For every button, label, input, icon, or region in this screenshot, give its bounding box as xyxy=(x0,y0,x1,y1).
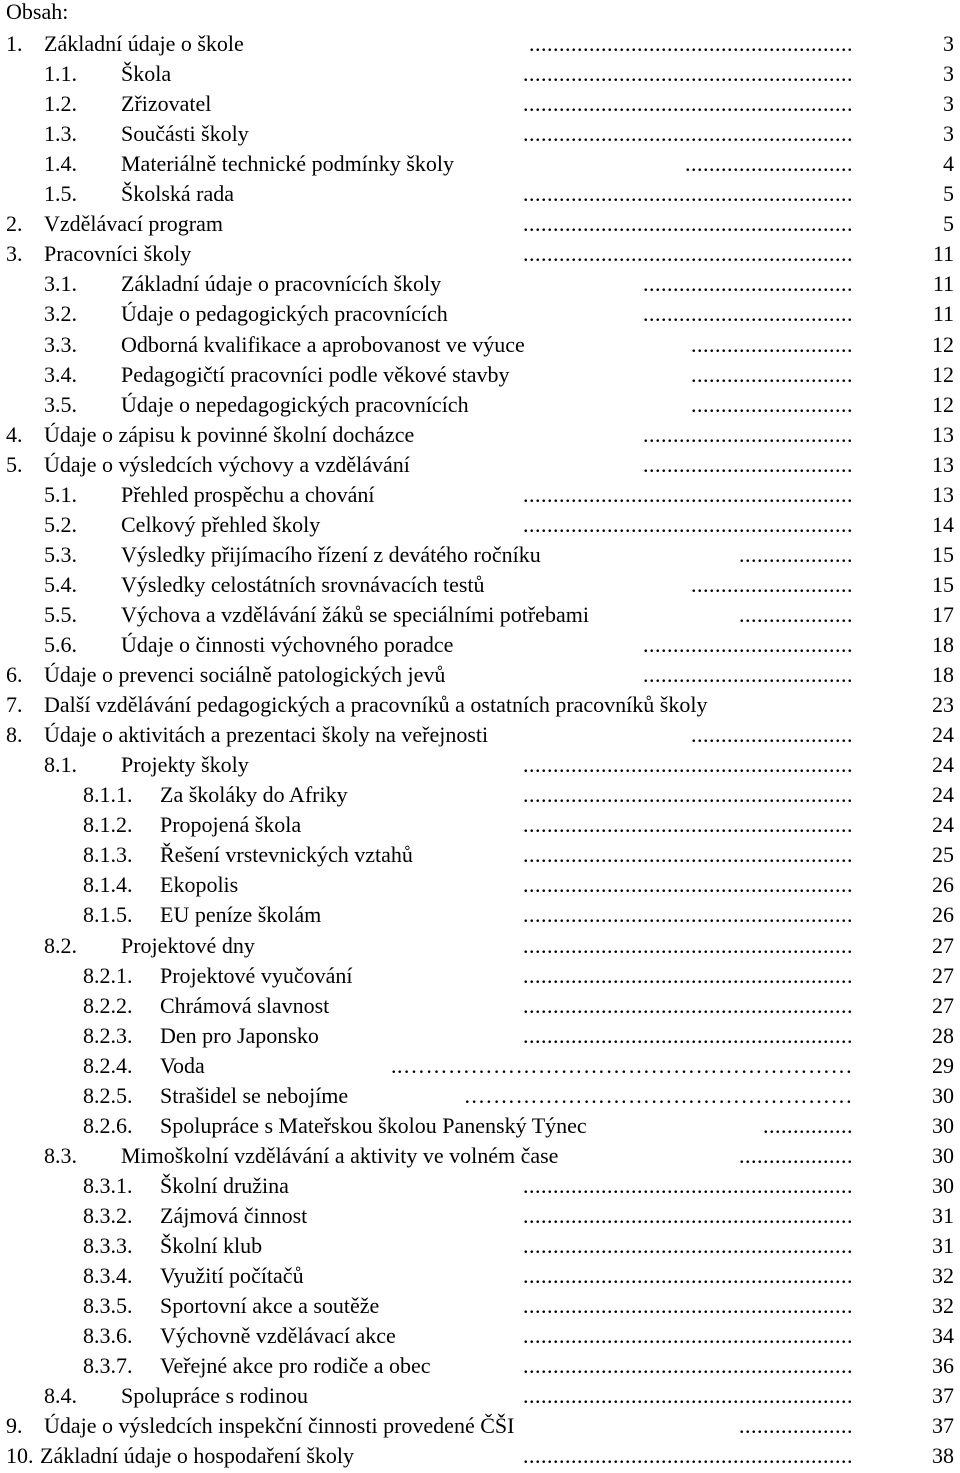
toc-entry-title: Základní údaje o pracovnících školy xyxy=(121,271,442,296)
toc-entry[interactable] xyxy=(0,332,960,362)
toc-entry-page: 5 xyxy=(943,211,954,236)
toc-entry-number: 8.2.5. xyxy=(83,1083,133,1108)
toc-entry-page: 13 xyxy=(932,452,954,477)
toc-entry-leader: ........................... xyxy=(691,572,853,597)
toc-entry-title: Veřejné akce pro rodiče a obec xyxy=(160,1353,431,1378)
toc-entry[interactable] xyxy=(0,512,960,542)
toc-entry-page: 34 xyxy=(932,1323,954,1348)
toc-entry-page: 24 xyxy=(932,812,954,837)
toc-entry-leader: ............................ xyxy=(685,151,853,176)
toc-entry-title: Odborná kvalifikace a aprobovanost ve výuce xyxy=(121,332,525,357)
toc-entry-title: Další vzdělávání pedagogických a pracovníků a ostatních pracovníků školy xyxy=(44,692,708,717)
toc-entry-title: Výsledky celostátních srovnávacích testů xyxy=(121,572,485,597)
toc-entry-leader: ....................................................... xyxy=(523,1023,853,1048)
toc-entry-leader: ................................... xyxy=(643,422,853,447)
toc-entry-leader: ....................................................... xyxy=(523,1383,853,1408)
toc-entry-leader: ........................... xyxy=(691,392,853,417)
toc-entry-title: Výchovně vzdělávací akce xyxy=(160,1323,396,1348)
toc-entry-title: Projektové dny xyxy=(121,933,255,958)
toc-entry[interactable] xyxy=(0,211,960,241)
toc-entry[interactable] xyxy=(0,842,960,872)
toc-entry-leader: ................... xyxy=(739,542,853,567)
toc-entry-number: 3.3. xyxy=(44,332,77,357)
toc-entry[interactable] xyxy=(0,692,960,722)
toc-entry-title: Strašidel se nebojíme xyxy=(160,1083,349,1108)
toc-entry-page: 27 xyxy=(932,993,954,1018)
toc-entry-title: Mimoškolní vzdělávání a aktivity ve volném čase xyxy=(121,1143,559,1168)
toc-entry-page: 37 xyxy=(932,1413,954,1438)
toc-entry-number: 8.1. xyxy=(44,752,77,777)
toc-entry[interactable] xyxy=(0,1113,960,1143)
toc-entry-title: Celkový přehled školy xyxy=(121,512,321,537)
toc-entry[interactable] xyxy=(0,1083,960,1113)
toc-entry[interactable] xyxy=(0,151,960,181)
toc-entry-number: 5.5. xyxy=(44,602,77,627)
toc-entry-leader: ....................................................... xyxy=(523,902,853,927)
toc-entry-number: 8.1.4. xyxy=(83,872,133,897)
toc-entry-title: Ekopolis xyxy=(160,872,239,897)
toc-entry[interactable] xyxy=(0,1383,960,1413)
toc-entry-page: 3 xyxy=(943,91,954,116)
toc-entry-title: Údaje o prevenci sociálně patologických jevů xyxy=(44,662,446,687)
toc-entry-leader: ................................... xyxy=(643,452,853,477)
toc-entry[interactable] xyxy=(0,181,960,211)
toc-entry[interactable] xyxy=(0,632,960,662)
toc-entry-leader: ....................................................... xyxy=(523,91,853,116)
toc-entry-leader: ....................................................... xyxy=(523,812,853,837)
toc-entry-leader: ....................................................... xyxy=(523,1203,853,1228)
toc-entry-title: Školní družina xyxy=(160,1173,289,1198)
toc-entry[interactable] xyxy=(0,1053,960,1083)
toc-entry-leader: ....................................................... xyxy=(523,61,853,86)
toc-entry[interactable] xyxy=(0,301,960,331)
toc-entry-number: 2. xyxy=(6,211,23,236)
toc-entry-number: 8.3.1. xyxy=(83,1173,133,1198)
toc-entry-number: 1. xyxy=(6,31,23,56)
toc-entry-page: 30 xyxy=(932,1113,954,1138)
toc-entry[interactable] xyxy=(0,121,960,151)
toc-entry-title: Spolupráce s Mateřskou školou Panenský Týnec xyxy=(160,1113,587,1138)
toc-entry-number: 8. xyxy=(6,722,23,747)
toc-entry-title: Údaje o výsledcích inspekční činnosti provedené ČŠI xyxy=(44,1413,515,1438)
toc-entry-page: 4 xyxy=(943,151,954,176)
toc-entry-title: Školní klub xyxy=(160,1233,263,1258)
toc-entry-page: 26 xyxy=(932,872,954,897)
toc-entry-title: Údaje o pedagogických pracovnících xyxy=(121,301,448,326)
toc-entry-page: 14 xyxy=(932,512,954,537)
toc-entry[interactable] xyxy=(0,1023,960,1053)
toc-entry-number: 1.4. xyxy=(44,151,77,176)
toc-entry-leader: ................................... xyxy=(643,271,853,296)
toc-entry-title: Údaje o nepedagogických pracovnících xyxy=(121,392,469,417)
toc-entry[interactable] xyxy=(0,902,960,932)
toc-entry-page: 17 xyxy=(932,602,954,627)
toc-entry-number: 8.2.4. xyxy=(83,1053,133,1078)
toc-entry-number: 5.1. xyxy=(44,482,77,507)
toc-entry-number: 8.2.6. xyxy=(83,1113,133,1138)
toc-entry-page: 12 xyxy=(932,392,954,417)
toc-entry[interactable] xyxy=(0,61,960,91)
toc-entry-page: 15 xyxy=(932,542,954,567)
toc-entry-leader: ....................................................... xyxy=(523,512,853,537)
toc-entry-leader: …………………………………………………….. xyxy=(391,1053,853,1078)
toc-entry-page: 30 xyxy=(932,1083,954,1108)
toc-entry-leader: ....................................................... xyxy=(523,782,853,807)
toc-entry-number: 8.1.1. xyxy=(83,782,133,807)
toc-entry-leader: ................................... xyxy=(643,632,853,657)
toc-entry-title: Chrámová slavnost xyxy=(160,993,330,1018)
toc-entry-page: 27 xyxy=(932,933,954,958)
toc-entry[interactable] xyxy=(0,1143,960,1173)
toc-entry-title: Propojená škola xyxy=(160,812,302,837)
toc-entry[interactable] xyxy=(0,452,960,482)
toc-entry-number: 3.5. xyxy=(44,392,77,417)
toc-entry-title: Vzdělávací program xyxy=(44,211,223,236)
toc-title: Obsah: xyxy=(6,0,69,24)
toc-entry-leader: ....................................................... xyxy=(523,993,853,1018)
toc-entry-number: 5.4. xyxy=(44,572,77,597)
toc-entry[interactable] xyxy=(0,933,960,963)
toc-entry-title: Základní údaje o škole xyxy=(44,31,244,56)
toc-entry-leader: ....................................................... xyxy=(523,1323,853,1348)
toc-entry[interactable] xyxy=(0,782,960,812)
toc-entry[interactable] xyxy=(0,91,960,121)
toc-entry-number: 3.2. xyxy=(44,301,77,326)
toc-entry-page: 36 xyxy=(932,1353,954,1378)
toc-entry-title: Výsledky přijímacího řízení z devátého ročníku xyxy=(121,542,541,567)
toc-entry-title: Pedagogičtí pracovníci podle věkové stavby xyxy=(121,362,510,387)
toc-entry-number: 8.2.2. xyxy=(83,993,133,1018)
toc-entry[interactable] xyxy=(0,1203,960,1233)
toc-entry-number: 8.3.4. xyxy=(83,1263,133,1288)
toc-entry[interactable] xyxy=(0,1353,960,1383)
toc-entry-leader: ....................................................... xyxy=(523,752,853,777)
toc-entry-page: 18 xyxy=(932,662,954,687)
toc-entry-page: 32 xyxy=(932,1263,954,1288)
toc-entry-number: 8.1.3. xyxy=(83,842,133,867)
toc-entry-leader: ....................................................... xyxy=(523,1263,853,1288)
toc-entry-page: 38 xyxy=(932,1443,954,1468)
toc-entry-leader: ....................................................... xyxy=(523,1353,853,1378)
toc-entry-title: Údaje o činnosti výchovného poradce xyxy=(121,632,454,657)
toc-entry-leader: ................................... xyxy=(643,662,853,687)
toc-entry-leader: ....................................................... xyxy=(523,1233,853,1258)
toc-entry-leader: ....................................................... xyxy=(523,241,853,266)
toc-entry-number: 1.5. xyxy=(44,181,77,206)
toc-entry-page: 12 xyxy=(932,362,954,387)
toc-entry[interactable] xyxy=(0,662,960,692)
toc-entry-number: 8.3.3. xyxy=(83,1233,133,1258)
toc-entry[interactable] xyxy=(0,241,960,271)
toc-entry-number: 10. xyxy=(6,1443,34,1468)
toc-entry-leader: ...................................................... xyxy=(529,31,853,56)
toc-entry-page: 3 xyxy=(943,121,954,146)
toc-entry-title: Údaje o výsledcích výchovy a vzdělávání xyxy=(44,452,410,477)
toc-entry-page: 31 xyxy=(932,1203,954,1228)
toc-entry-leader: ....................................................... xyxy=(523,872,853,897)
toc-entry-leader: ................................... xyxy=(643,301,853,326)
toc-entry-page: 3 xyxy=(943,31,954,56)
toc-entry-title: Projektové vyučování xyxy=(160,963,353,988)
toc-entry-title: Výchova a vzdělávání žáků se speciálními potřebami xyxy=(121,602,589,627)
toc-entry-title: Sportovní akce a soutěže xyxy=(160,1293,380,1318)
toc-entry-page: 3 xyxy=(943,61,954,86)
toc-entry-title: Pracovníci školy xyxy=(44,241,192,266)
toc-entry-title: Školská rada xyxy=(121,181,235,206)
toc-entry-title: Materiálně technické podmínky školy xyxy=(121,151,454,176)
toc-entry-page: 25 xyxy=(932,842,954,867)
toc-entry-page: 30 xyxy=(932,1173,954,1198)
toc-entry-number: 3.4. xyxy=(44,362,77,387)
toc-entry-title: Zájmová činnost xyxy=(160,1203,308,1228)
toc-entry-leader: ........................... xyxy=(691,722,853,747)
toc-entry[interactable] xyxy=(0,1413,960,1443)
toc-entry-title: Spolupráce s rodinou xyxy=(121,1383,308,1408)
toc-entry-title: Voda xyxy=(160,1053,205,1078)
toc-entry-page: 12 xyxy=(932,332,954,357)
toc-entry-number: 1.3. xyxy=(44,121,77,146)
toc-entry-leader: ........................... xyxy=(691,332,853,357)
toc-entry-title: Zřizovatel xyxy=(121,91,212,116)
toc-entry-number: 7. xyxy=(6,692,23,717)
toc-entry[interactable] xyxy=(0,31,960,61)
toc-entry-leader: ....................................................... xyxy=(523,842,853,867)
toc-entry[interactable] xyxy=(0,812,960,842)
toc-entry-title: Využití počítačů xyxy=(160,1263,304,1288)
toc-entry-number: 8.3.5. xyxy=(83,1293,133,1318)
toc-entry[interactable] xyxy=(0,1233,960,1263)
toc-entry-leader: ....................................................... xyxy=(523,1173,853,1198)
toc-entry-leader: ................... xyxy=(739,602,853,627)
toc-entry[interactable] xyxy=(0,271,960,301)
toc-entry-leader: ....................................................... xyxy=(523,933,853,958)
toc-entry-title: Základní údaje o hospodaření školy xyxy=(40,1443,355,1468)
toc-entry-number: 8.4. xyxy=(44,1383,77,1408)
toc-entry-page: 18 xyxy=(932,632,954,657)
toc-entry-page: 32 xyxy=(932,1293,954,1318)
toc-entry[interactable] xyxy=(0,752,960,782)
toc-entry[interactable] xyxy=(0,602,960,632)
toc-entry-title: Přehled prospěchu a chování xyxy=(121,482,375,507)
toc-entry-number: 8.3.6. xyxy=(83,1323,133,1348)
toc-entry-title: EU peníze školám xyxy=(160,902,322,927)
toc-entry-number: 8.3.2. xyxy=(83,1203,133,1228)
toc-entry-page: 37 xyxy=(932,1383,954,1408)
toc-entry-title: Den pro Japonsko xyxy=(160,1023,319,1048)
toc-entry-leader: ....................................................... xyxy=(523,963,853,988)
toc-entry-leader: ....................................................... xyxy=(523,121,853,146)
toc-entry-number: 3.1. xyxy=(44,271,77,296)
toc-entry-page: 30 xyxy=(932,1143,954,1168)
toc-entry-page: 5 xyxy=(943,181,954,206)
toc-entry-number: 8.2.1. xyxy=(83,963,133,988)
toc-entry-title: Projekty školy xyxy=(121,752,249,777)
toc-entry-number: 6. xyxy=(6,662,23,687)
toc-entry-number: 8.3.7. xyxy=(83,1353,133,1378)
toc-entry-page: 24 xyxy=(932,782,954,807)
toc-entry-page: 11 xyxy=(932,241,954,266)
toc-entry-page: 11 xyxy=(932,301,954,326)
toc-entry-number: 8.2. xyxy=(44,933,77,958)
toc-entry-title: Součásti školy xyxy=(121,121,249,146)
toc-entry-page: 29 xyxy=(932,1053,954,1078)
toc-entry-page: 23 xyxy=(932,692,954,717)
toc-entry[interactable] xyxy=(0,1263,960,1293)
toc-entry-title: Za školáky do Afriky xyxy=(160,782,348,807)
toc-entry[interactable] xyxy=(0,542,960,572)
toc-entry-leader: ................... xyxy=(739,1143,853,1168)
toc-entry-number: 5.2. xyxy=(44,512,77,537)
toc-entry-leader: ....................................................... xyxy=(523,482,853,507)
toc-entry-page: 24 xyxy=(932,722,954,747)
toc-entry-number: 3. xyxy=(6,241,23,266)
toc-entry-leader: ....................................................... xyxy=(523,211,853,236)
toc-entry-page: 13 xyxy=(932,482,954,507)
toc-entry[interactable] xyxy=(0,1443,960,1473)
toc-entry-number: 5.3. xyxy=(44,542,77,567)
toc-entry-number: 9. xyxy=(6,1413,23,1438)
toc-entry-page: 24 xyxy=(932,752,954,777)
toc-entry-page: 11 xyxy=(932,271,954,296)
toc-entry-number: 1.2. xyxy=(44,91,77,116)
toc-entry-leader: ....................................................... xyxy=(523,181,853,206)
toc-entry-leader: ........................... xyxy=(691,362,853,387)
toc-entry-number: 4. xyxy=(6,422,23,447)
toc-entry-number: 8.1.5. xyxy=(83,902,133,927)
toc-entry-page: 27 xyxy=(932,963,954,988)
toc-entry-title: Údaje o zápisu k povinné školní docházce xyxy=(44,422,415,447)
toc-entry-leader: ……………………………………………. xyxy=(464,1083,853,1108)
toc-entry[interactable] xyxy=(0,872,960,902)
toc-entry[interactable] xyxy=(0,993,960,1023)
toc-entry-leader: ....................................................... xyxy=(523,1443,853,1468)
toc-entry[interactable] xyxy=(0,482,960,512)
toc-entry[interactable] xyxy=(0,963,960,993)
toc-entry-number: 1.1. xyxy=(44,61,77,86)
toc-entry[interactable] xyxy=(0,1173,960,1203)
toc-entry[interactable] xyxy=(0,572,960,602)
toc-entry-number: 5. xyxy=(6,452,23,477)
toc-entry-number: 8.1.2. xyxy=(83,812,133,837)
toc-entry-title: Údaje o aktivitách a prezentaci školy na veřejnosti xyxy=(44,722,489,747)
toc-entry-leader: ............... xyxy=(763,1113,853,1138)
toc-entry-leader: ....................................................... xyxy=(523,1293,853,1318)
toc-entry-page: 28 xyxy=(932,1023,954,1048)
toc-entry-number: 8.2.3. xyxy=(83,1023,133,1048)
toc-entry-title: Škola xyxy=(121,61,172,86)
toc-entry[interactable] xyxy=(0,362,960,392)
toc-entry-number: 5.6. xyxy=(44,632,77,657)
toc-entry-page: 13 xyxy=(932,422,954,447)
toc-entry-title: Řešení vrstevnických vztahů xyxy=(160,842,413,867)
toc-entry[interactable] xyxy=(0,392,960,422)
toc-entry[interactable] xyxy=(0,722,960,752)
toc-entry-page: 15 xyxy=(932,572,954,597)
toc-entry-number: 8.3. xyxy=(44,1143,77,1168)
toc-entry-page: 26 xyxy=(932,902,954,927)
toc-entry-leader: ................... xyxy=(739,1413,853,1438)
toc-entry[interactable] xyxy=(0,1323,960,1353)
toc-entry[interactable] xyxy=(0,1293,960,1323)
toc-entry-page: 31 xyxy=(932,1233,954,1258)
toc-entry[interactable] xyxy=(0,422,960,452)
